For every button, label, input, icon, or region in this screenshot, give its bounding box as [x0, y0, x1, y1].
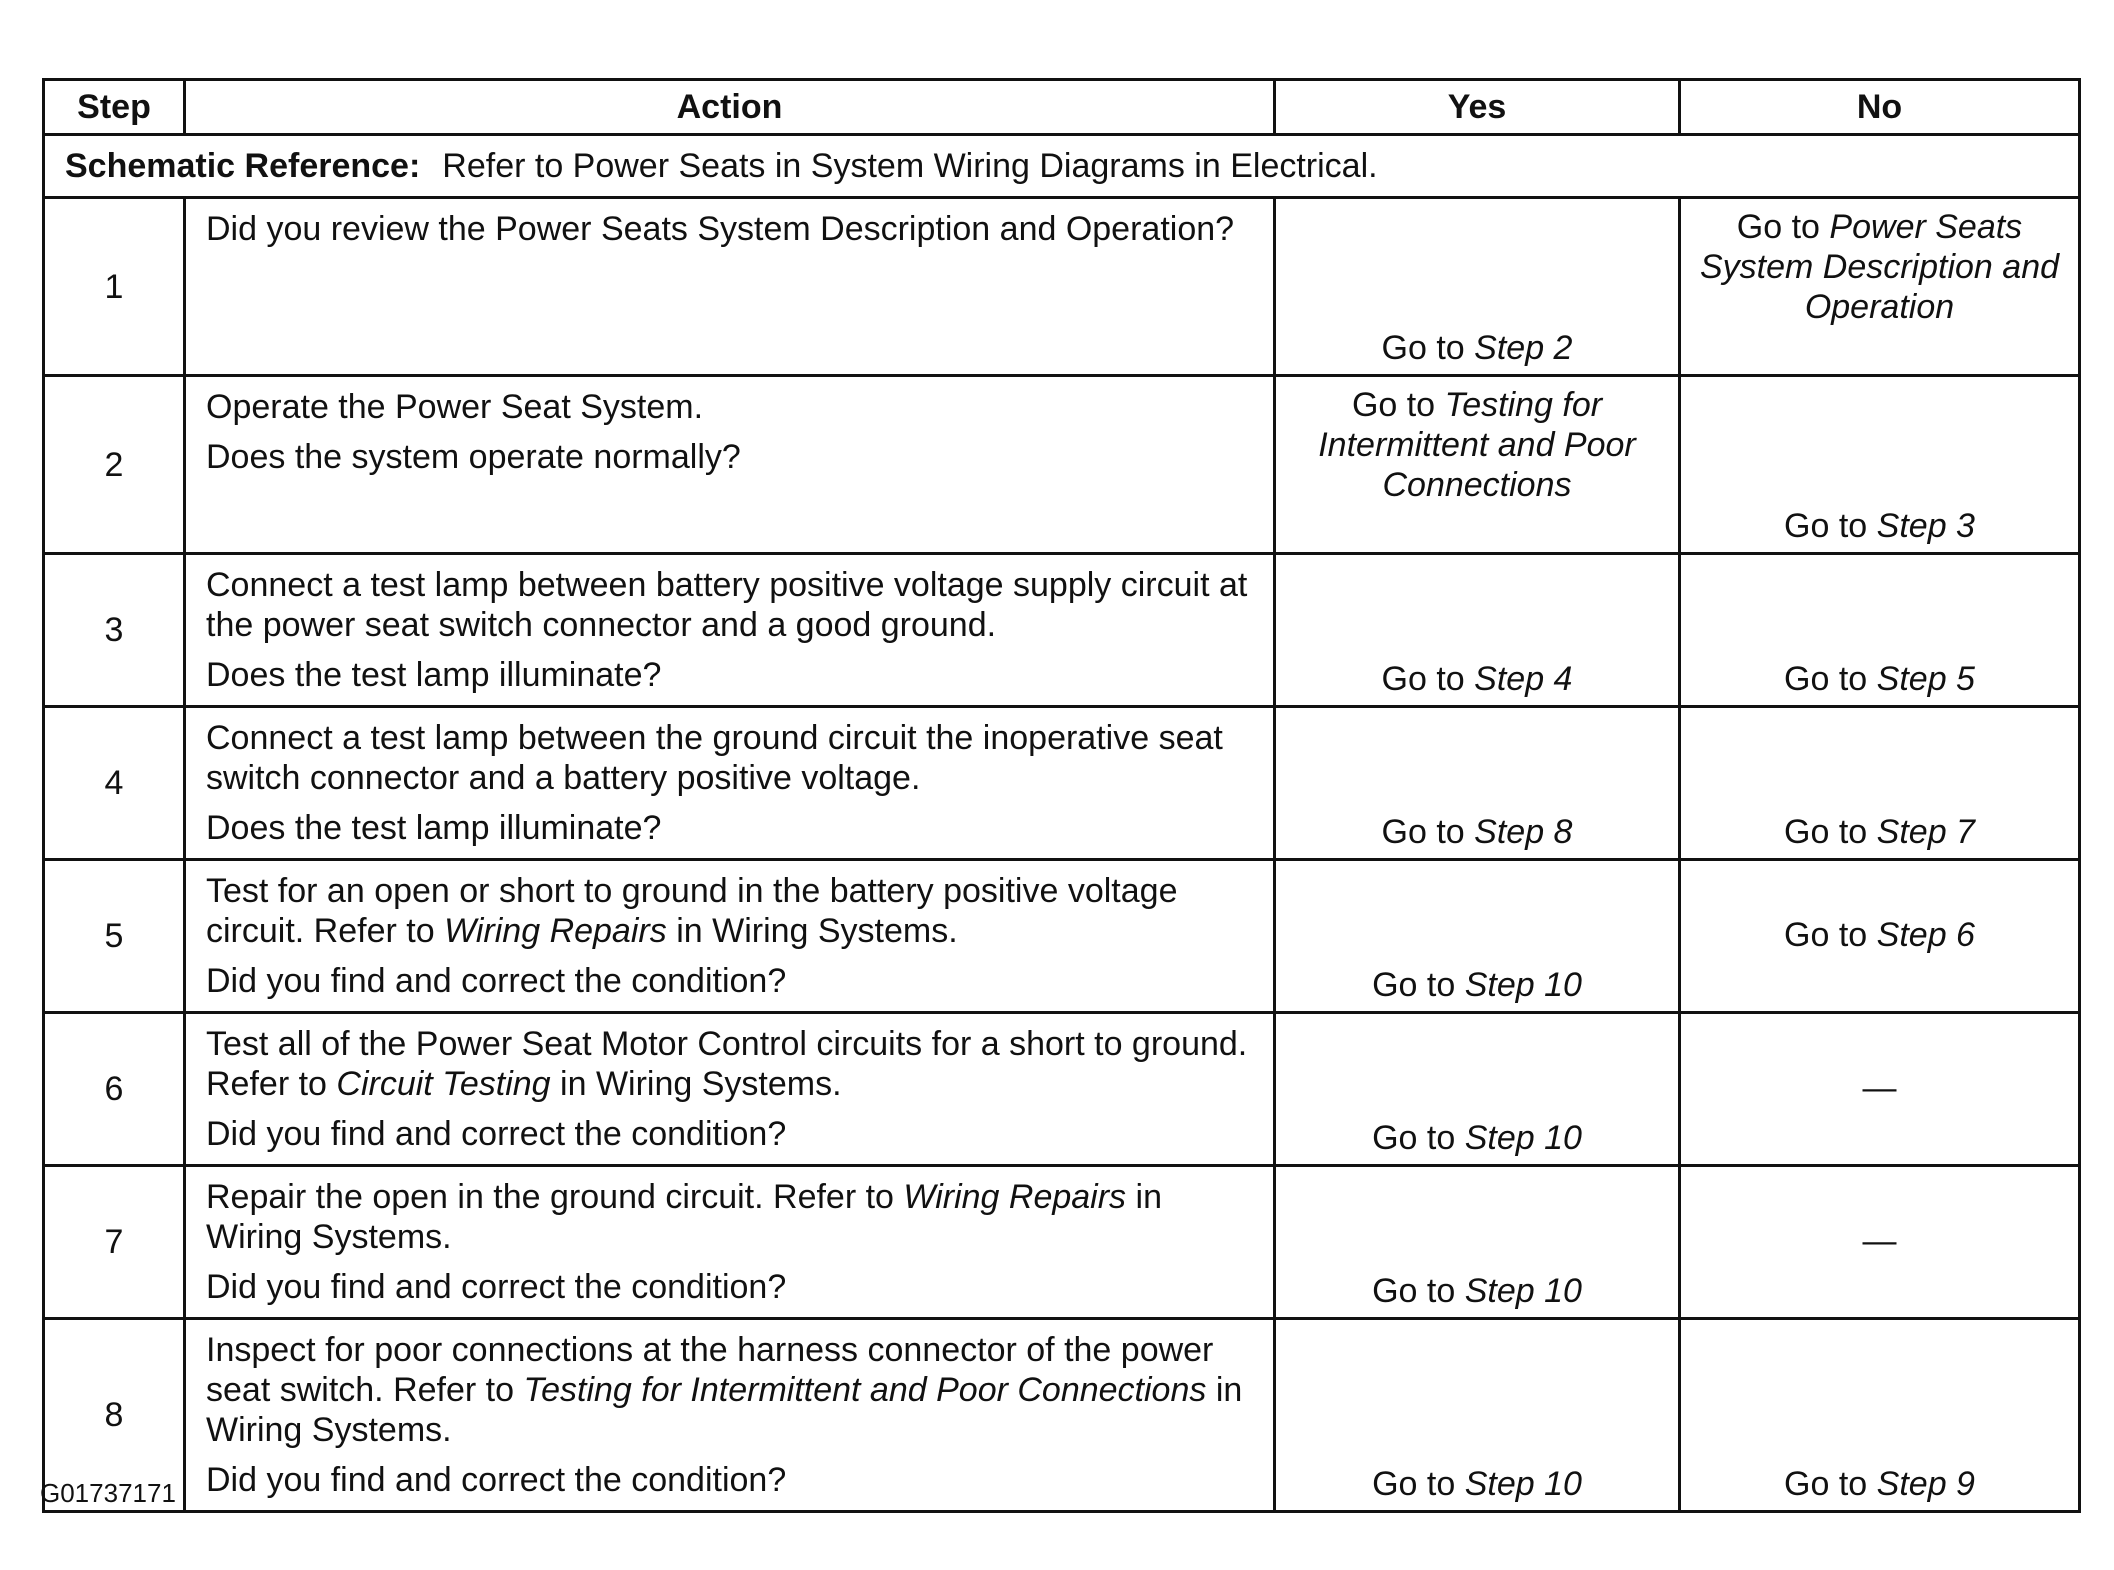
action-cell	[185, 198, 1275, 376]
action-text: Did you review the Power Seats System Description and Operation?	[206, 210, 1235, 248]
action-text: Connect a test lamp between the ground circuit the inoperative seat switch connector and a battery positive voltage.	[206, 719, 1223, 797]
action-text-part: Test all of the Power Seat Motor Control circuits for a short to ground. Refer to	[206, 1025, 1248, 1103]
step-number: 3	[44, 554, 185, 707]
table-row	[44, 860, 2080, 1013]
action-question: Did you find and correct the condition?	[206, 1268, 787, 1306]
yes-reference: Step 8	[1474, 813, 1573, 851]
no-prefix: Go to	[1784, 507, 1868, 545]
yes-reference: Step 10	[1464, 1465, 1582, 1503]
yes-prefix: Go to	[1351, 386, 1436, 424]
action-cell	[185, 707, 1275, 860]
yes-cell	[1275, 1013, 1680, 1166]
step-number: 2	[44, 376, 185, 554]
action-text	[206, 871, 1253, 951]
no-prefix: Go to	[1784, 813, 1868, 851]
step-number: 5	[44, 860, 185, 1013]
yes-cell	[1275, 707, 1680, 860]
action-cell	[185, 1319, 1275, 1512]
action-text	[206, 1024, 1253, 1104]
no-reference: Step 7	[1876, 813, 1975, 851]
action-text-part: Inspect for poor connections at the harness connector of the power seat switch. Refer to	[206, 1331, 1214, 1409]
step-number: 4	[44, 707, 185, 860]
action-question: Did you find and correct the condition?	[206, 1115, 787, 1153]
yes-prefix: Go to	[1372, 1119, 1456, 1157]
yes-cell	[1275, 198, 1680, 376]
no-cell	[1680, 554, 2080, 707]
action-text	[206, 1330, 1253, 1450]
no-prefix: Go to	[1784, 1465, 1868, 1503]
no-cell	[1680, 860, 2080, 1013]
no-cell	[1680, 1166, 2080, 1319]
action-text	[206, 1177, 1253, 1257]
yes-reference: Step 10	[1464, 1119, 1582, 1157]
action-question: Does the test lamp illuminate?	[206, 809, 662, 847]
step-number: 6	[44, 1013, 185, 1166]
table-row	[44, 554, 2080, 707]
action-text-part: in Wiring Systems.	[676, 912, 958, 950]
step-number: 7	[44, 1166, 185, 1319]
action-cell	[185, 1013, 1275, 1166]
table-row	[44, 1319, 2080, 1512]
yes-cell	[1275, 1319, 1680, 1512]
action-text-part: in Wiring Systems.	[560, 1065, 842, 1103]
no-prefix: Go to	[1736, 208, 1820, 246]
yes-cell	[1275, 554, 1680, 707]
header-step: Step	[44, 80, 185, 135]
action-cell	[185, 554, 1275, 707]
action-question: Does the system operate normally?	[206, 438, 741, 476]
no-reference: Step 3	[1876, 507, 1975, 545]
no-reference: Step 9	[1876, 1465, 1975, 1503]
yes-prefix: Go to	[1372, 1465, 1456, 1503]
schematic-reference-row	[44, 135, 2080, 198]
action-text-part: in Wiring Systems.	[206, 1178, 1162, 1256]
yes-prefix: Go to	[1381, 329, 1465, 367]
schematic-reference-cell	[44, 135, 2080, 198]
action-text: Operate the Power Seat System.	[206, 388, 704, 426]
no-dash: —	[1862, 1069, 1897, 1107]
action-reference: Wiring Repairs	[903, 1178, 1127, 1216]
header-no: No	[1680, 80, 2080, 135]
step-number: 1	[44, 198, 185, 376]
no-cell	[1680, 198, 2080, 376]
action-cell	[185, 1166, 1275, 1319]
no-cell	[1680, 376, 2080, 554]
action-question: Did you find and correct the condition?	[206, 1461, 787, 1499]
diagnostic-table	[42, 78, 2081, 1513]
no-cell	[1680, 1319, 2080, 1512]
action-text-part: in Wiring Systems.	[206, 1371, 1243, 1449]
step-number: 8	[44, 1319, 185, 1512]
yes-prefix: Go to	[1372, 966, 1456, 1004]
action-reference: Testing for Intermittent and Poor Connections	[523, 1371, 1207, 1409]
yes-prefix: Go to	[1381, 813, 1465, 851]
yes-cell	[1275, 376, 1680, 554]
yes-reference: Step 10	[1464, 966, 1582, 1004]
header-yes: Yes	[1275, 80, 1680, 135]
table-row	[44, 707, 2080, 860]
no-cell	[1680, 1013, 2080, 1166]
action-question: Did you find and correct the condition?	[206, 962, 787, 1000]
figure-id: G01737171	[40, 1478, 176, 1508]
action-cell	[185, 376, 1275, 554]
schematic-reference-text: Refer to Power Seats in System Wiring Diagrams in Electrical.	[442, 147, 1378, 185]
action-question: Does the test lamp illuminate?	[206, 656, 662, 694]
no-cell	[1680, 707, 2080, 860]
header-action: Action	[185, 80, 1275, 135]
action-reference: Circuit Testing	[336, 1065, 551, 1103]
header-row	[44, 80, 2080, 135]
table-row	[44, 376, 2080, 554]
no-prefix: Go to	[1784, 660, 1868, 698]
action-text-part: Test for an open or short to ground in the battery positive voltage circuit. Refer to	[206, 872, 1178, 950]
action-text: Connect a test lamp between battery positive voltage supply circuit at the power seat switch connector and a good ground.	[206, 566, 1248, 644]
no-dash: —	[1862, 1222, 1897, 1260]
no-reference: Step 5	[1876, 660, 1975, 698]
no-reference: Step 6	[1876, 916, 1975, 954]
yes-prefix: Go to	[1381, 660, 1465, 698]
no-prefix: Go to	[1784, 916, 1868, 954]
table-row	[44, 1013, 2080, 1166]
yes-reference: Testing for Intermittent and Poor Connections	[1318, 386, 1636, 504]
yes-cell	[1275, 1166, 1680, 1319]
schematic-reference-label: Schematic Reference:	[65, 147, 421, 185]
table-row	[44, 1166, 2080, 1319]
yes-prefix: Go to	[1372, 1272, 1456, 1310]
action-reference: Wiring Repairs	[444, 912, 667, 950]
no-reference: Power Seats System Description and Operation	[1699, 208, 2060, 326]
action-text-part: Repair the open in the ground circuit. Refer to	[206, 1178, 894, 1216]
table-row	[44, 198, 2080, 376]
yes-reference: Step 4	[1474, 660, 1573, 698]
yes-reference: Step 10	[1464, 1272, 1582, 1310]
yes-reference: Step 2	[1474, 329, 1573, 367]
yes-cell	[1275, 860, 1680, 1013]
action-cell	[185, 860, 1275, 1013]
